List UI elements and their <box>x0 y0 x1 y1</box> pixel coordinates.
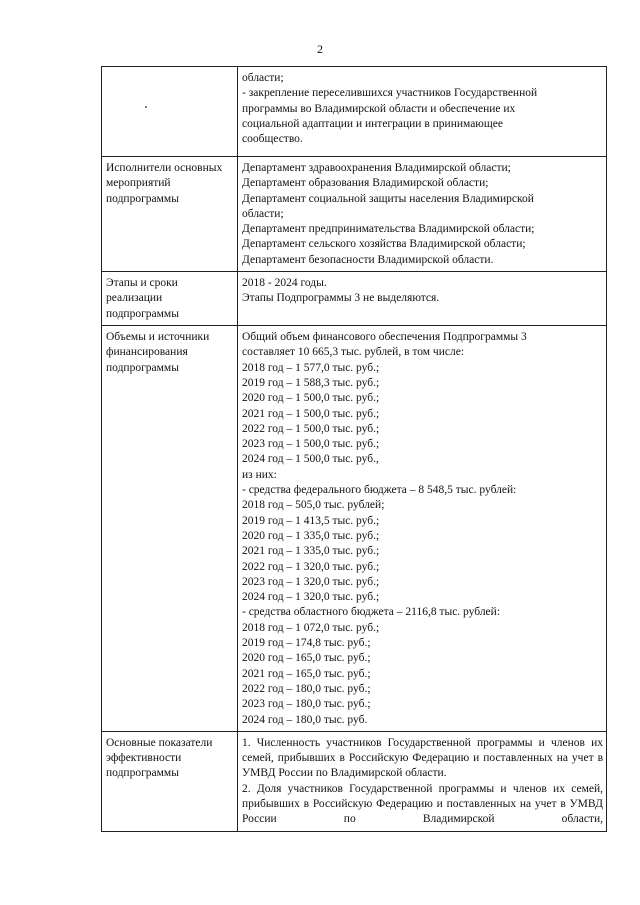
year-amount-line: 2018 год – 1 072,0 тыс. руб.; <box>242 621 380 634</box>
table-row-indicators <box>102 731 607 831</box>
text-line: программы во Владимирской области и обеспечение их <box>242 102 516 115</box>
table-row-executors <box>102 157 607 272</box>
row-value-financing <box>238 326 607 732</box>
year-amount-line: 2024 год – 180,0 тыс. руб. <box>242 713 368 726</box>
row-value-stages <box>238 272 607 326</box>
year-amount-line: 2024 год – 1 500,0 тыс. руб., <box>242 453 379 466</box>
text-line: Департамент социальной защиты населения Владимирской <box>242 192 534 205</box>
text-line: из них: <box>242 468 277 481</box>
text-line: области; <box>242 207 284 220</box>
text-line: составляет 10 665,3 тыс. рублей, в том числе: <box>242 346 465 359</box>
year-amount-line: 2019 год – 1 413,5 тыс. руб.; <box>242 514 380 527</box>
text-line: Департамент предпринимательства Владимирской области; <box>242 223 535 236</box>
year-amount-line: 2022 год – 1 320,0 тыс. руб.; <box>242 560 380 573</box>
row-label-executors: Исполнители основных мероприятий подпрограммы <box>102 157 238 272</box>
indicator-paragraph: 1. Численность участников Государственной программы и членов их семей, прибывших в Российскую Федерацию и поставленных на учет в УМВД России по Владимирской области. <box>242 736 603 780</box>
row-label-empty <box>102 67 238 157</box>
table-row-financing <box>102 326 607 732</box>
text-line: социальной адаптации и интеграции в принимающее <box>242 117 503 130</box>
year-amount-line: 2019 год – 174,8 тыс. руб.; <box>242 637 371 650</box>
year-amount-line: 2020 год – 1 500,0 тыс. руб.; <box>242 392 380 405</box>
subprogram-passport-table <box>101 66 607 832</box>
table-row-stages <box>102 272 607 326</box>
year-amount-line: 2020 год – 1 335,0 тыс. руб.; <box>242 529 380 542</box>
text-line: - средства областного бюджета – 2116,8 тыс. рублей: <box>242 606 501 619</box>
year-amount-line: 2018 год – 1 577,0 тыс. руб.; <box>242 361 380 374</box>
year-amount-line: 2024 год – 1 320,0 тыс. руб.; <box>242 591 380 604</box>
row-value-executors <box>238 157 607 272</box>
text-line: 2018 - 2024 годы. <box>242 277 327 290</box>
row-label-stages: Этапы и сроки реализации подпрограммы <box>102 272 238 326</box>
year-amount-line: 2021 год – 1 500,0 тыс. руб.; <box>242 407 380 420</box>
indicator-paragraph: 2. Доля участников Государственной программы и членов их семей, прибывших в Российскую Федерацию и поставленных на учет в УМВД России по Владимирской области, <box>242 782 603 826</box>
year-amount-line: 2021 год – 165,0 тыс. руб.; <box>242 667 371 680</box>
table-row-goals-continued <box>102 67 607 157</box>
text-line: сообщество. <box>242 133 303 146</box>
row-label-financing: Объемы и источники финансирования подпрограммы <box>102 326 238 732</box>
text-line: Департамент образования Владимирской области; <box>242 177 489 190</box>
year-amount-line: 2019 год – 1 588,3 тыс. руб.; <box>242 376 380 389</box>
row-label-indicators: Основные показатели эффективности подпрограммы <box>102 731 238 831</box>
year-amount-line: 2020 год – 165,0 тыс. руб.; <box>242 652 371 665</box>
text-line: Этапы Подпрограммы 3 не выделяются. <box>242 292 440 305</box>
text-line: Департамент сельского хозяйства Владимирской области; <box>242 238 526 251</box>
text-line: Департамент безопасности Владимирской области. <box>242 253 494 266</box>
text-line: Департамент здравоохранения Владимирской области; <box>242 162 511 174</box>
text-line: Общий объем финансового обеспечения Подпрограммы 3 <box>242 331 527 344</box>
year-amount-line: 2021 год – 1 335,0 тыс. руб.; <box>242 545 380 558</box>
text-line: области; <box>242 72 284 84</box>
text-line: - закрепление переселившихся участников Государственной <box>242 87 538 100</box>
year-amount-line: 2022 год – 1 500,0 тыс. руб.; <box>242 422 380 435</box>
text-line: - средства федерального бюджета – 8 548,5 тыс. рублей: <box>242 484 517 497</box>
year-amount-line: 2018 год – 505,0 тыс. рублей; <box>242 499 385 512</box>
page-number: 2 <box>317 42 323 56</box>
year-amount-line: 2022 год – 180,0 тыс. руб.; <box>242 682 371 695</box>
row-value-indicators <box>238 731 607 831</box>
year-amount-line: 2023 год – 1 320,0 тыс. руб.; <box>242 575 380 588</box>
year-amount-line: 2023 год – 1 500,0 тыс. руб.; <box>242 438 380 451</box>
year-amount-line: 2023 год – 180,0 тыс. руб.; <box>242 698 371 711</box>
row-value-goals-continued <box>238 67 607 157</box>
